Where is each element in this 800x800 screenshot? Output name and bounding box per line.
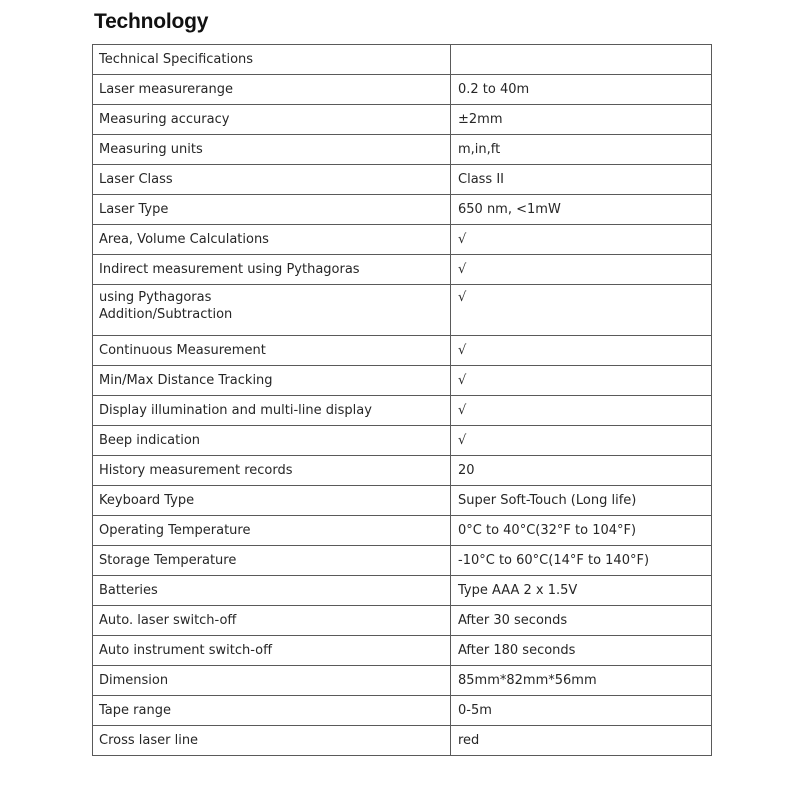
spec-value-cell: √ (451, 426, 712, 456)
spec-value-cell: 85mm*82mm*56mm (451, 666, 712, 696)
spec-value-cell: -10°C to 60°C(14°F to 140°F) (451, 546, 712, 576)
spec-label-cell: Keyboard Type (93, 486, 451, 516)
spec-label-cell: Measuring accuracy (93, 105, 451, 135)
table-row (93, 666, 712, 696)
spec-label-cell: Storage Temperature (93, 546, 451, 576)
spec-label-cell: Laser Class (93, 165, 451, 195)
table-row (93, 336, 712, 366)
spec-label-cell: Laser measurerange (93, 75, 451, 105)
spec-value-cell: ±2mm (451, 105, 712, 135)
table-row (93, 456, 712, 486)
spec-value-cell: red (451, 726, 712, 756)
table-row (93, 396, 712, 426)
page-title: Technology (94, 10, 209, 33)
spec-value-cell: 0.2 to 40m (451, 75, 712, 105)
spec-label-cell: Measuring units (93, 135, 451, 165)
table-row (93, 225, 712, 255)
spec-value-cell: 20 (451, 456, 712, 486)
table-row (93, 426, 712, 456)
spec-label-cell: using Pythagoras Addition/Subtraction (93, 285, 451, 336)
spec-value-cell: 650 nm, <1mW (451, 195, 712, 225)
spec-label-cell: Auto instrument switch-off (93, 636, 451, 666)
table-row (93, 195, 712, 225)
table-row (93, 105, 712, 135)
spec-label-cell: Cross laser line (93, 726, 451, 756)
spec-label-cell: Operating Temperature (93, 516, 451, 546)
spec-label-cell: Dimension (93, 666, 451, 696)
table-header-row (93, 45, 712, 75)
spec-table (92, 44, 712, 756)
spec-label-cell: Min/Max Distance Tracking (93, 366, 451, 396)
table-row (93, 75, 712, 105)
spec-label-cell: Continuous Measurement (93, 336, 451, 366)
header-label-cell: Technical Specifications (93, 45, 451, 75)
table-row (93, 165, 712, 195)
table-row (93, 576, 712, 606)
spec-value-cell: m,in,ft (451, 135, 712, 165)
table-row (93, 696, 712, 726)
spec-value-cell: After 30 seconds (451, 606, 712, 636)
spec-value-cell: √ (451, 255, 712, 285)
spec-label-cell: Tape range (93, 696, 451, 726)
spec-label-cell: Beep indication (93, 426, 451, 456)
table-row (93, 606, 712, 636)
spec-value-cell: 0°C to 40°C(32°F to 104°F) (451, 516, 712, 546)
spec-label-cell: Batteries (93, 576, 451, 606)
table-row (93, 486, 712, 516)
spec-label-cell: Auto. laser switch-off (93, 606, 451, 636)
table-row (93, 636, 712, 666)
table-row (93, 135, 712, 165)
spec-value-cell: Class II (451, 165, 712, 195)
spec-value-cell: √ (451, 396, 712, 426)
spec-value-cell: Super Soft-Touch (Long life) (451, 486, 712, 516)
table-row (93, 546, 712, 576)
spec-value-cell: √ (451, 225, 712, 255)
spec-label-cell: History measurement records (93, 456, 451, 486)
spec-label-cell: Display illumination and multi-line display (93, 396, 451, 426)
spec-label-cell: Area, Volume Calculations (93, 225, 451, 255)
table-row (93, 516, 712, 546)
spec-value-cell: √ (451, 285, 712, 336)
header-value-cell (451, 45, 712, 75)
table-row (93, 366, 712, 396)
spec-label-cell: Indirect measurement using Pythagoras (93, 255, 451, 285)
spec-label-cell: Laser Type (93, 195, 451, 225)
spec-value-cell: 0-5m (451, 696, 712, 726)
table-row (93, 726, 712, 756)
spec-value-cell: √ (451, 366, 712, 396)
table-row (93, 255, 712, 285)
spec-value-cell: √ (451, 336, 712, 366)
table-row (93, 285, 712, 336)
spec-value-cell: After 180 seconds (451, 636, 712, 666)
spec-value-cell: Type AAA 2 x 1.5V (451, 576, 712, 606)
